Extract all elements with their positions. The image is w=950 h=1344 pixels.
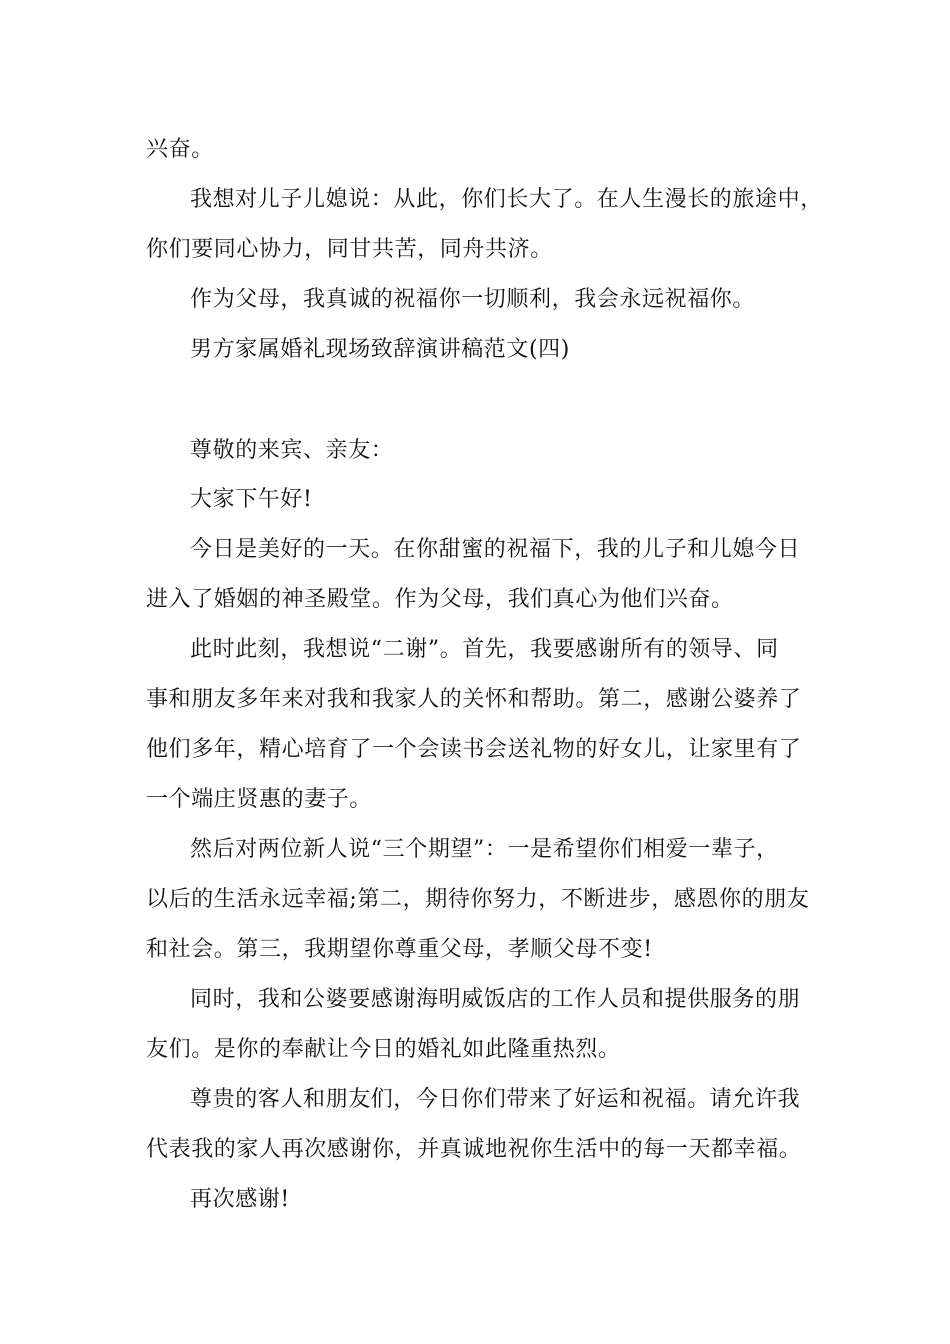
text-line: 他们多年，精心培育了一个会读书会送礼物的好女儿，让家里有了	[146, 737, 802, 762]
paragraph-line: 尊贵的客人和朋友们，今日你们带来了好运和祝福。请允许我	[190, 1087, 801, 1112]
text-line: 进入了婚姻的神圣殿堂。作为父母，我们真心为他们兴奋。	[146, 587, 734, 612]
text-line: 事和朋友多年来对我和我家人的关怀和帮助。第二，感谢公婆养了	[146, 687, 802, 712]
text-line: 友们。是你的奉献让今日的婚礼如此隆重热烈。	[146, 1037, 621, 1062]
paragraph-line: 我想对儿子儿媳说：从此，你们长大了。在人生漫长的旅途中，	[190, 187, 823, 212]
salutation: 尊敬的来宾、亲友：	[190, 438, 394, 463]
text-line: 你们要同心协力，同甘共苦，同舟共济。	[146, 237, 553, 262]
paragraph-line: 然后对两位新人说“三个期望”：一是希望你们相爱一辈子，	[190, 837, 779, 862]
paragraph-line: 今日是美好的一天。在你甜蜜的祝福下，我的儿子和儿媳今日	[190, 537, 801, 562]
paragraph-line: 同时，我和公婆要感谢海明威饭店的工作人员和提供服务的朋	[190, 987, 801, 1012]
text-line: 和社会。第三，我期望你尊重父母，孝顺父母不变!	[146, 937, 653, 962]
text-line: 兴奋。	[146, 137, 214, 162]
text-line: 代表我的家人再次感谢你，并真诚地祝你生活中的每一天都幸福。	[146, 1137, 802, 1162]
text-line: 一个端庄贤惠的妻子。	[146, 787, 373, 812]
paragraph-line: 作为父母，我真诚的祝福你一切顺利，我会永远祝福你。	[190, 287, 756, 312]
greeting: 大家下午好!	[190, 487, 313, 512]
text-line: 以后的生活永远幸福;第二，期待你努力，不断进步，感恩你的朋友	[146, 887, 810, 912]
closing-line: 再次感谢!	[190, 1187, 290, 1212]
paragraph-line: 此时此刻，我想说“二谢”。首先，我要感谢所有的领导、同	[190, 637, 779, 662]
section-title: 男方家属婚礼现场致辞演讲稿范文(四)	[190, 337, 570, 362]
